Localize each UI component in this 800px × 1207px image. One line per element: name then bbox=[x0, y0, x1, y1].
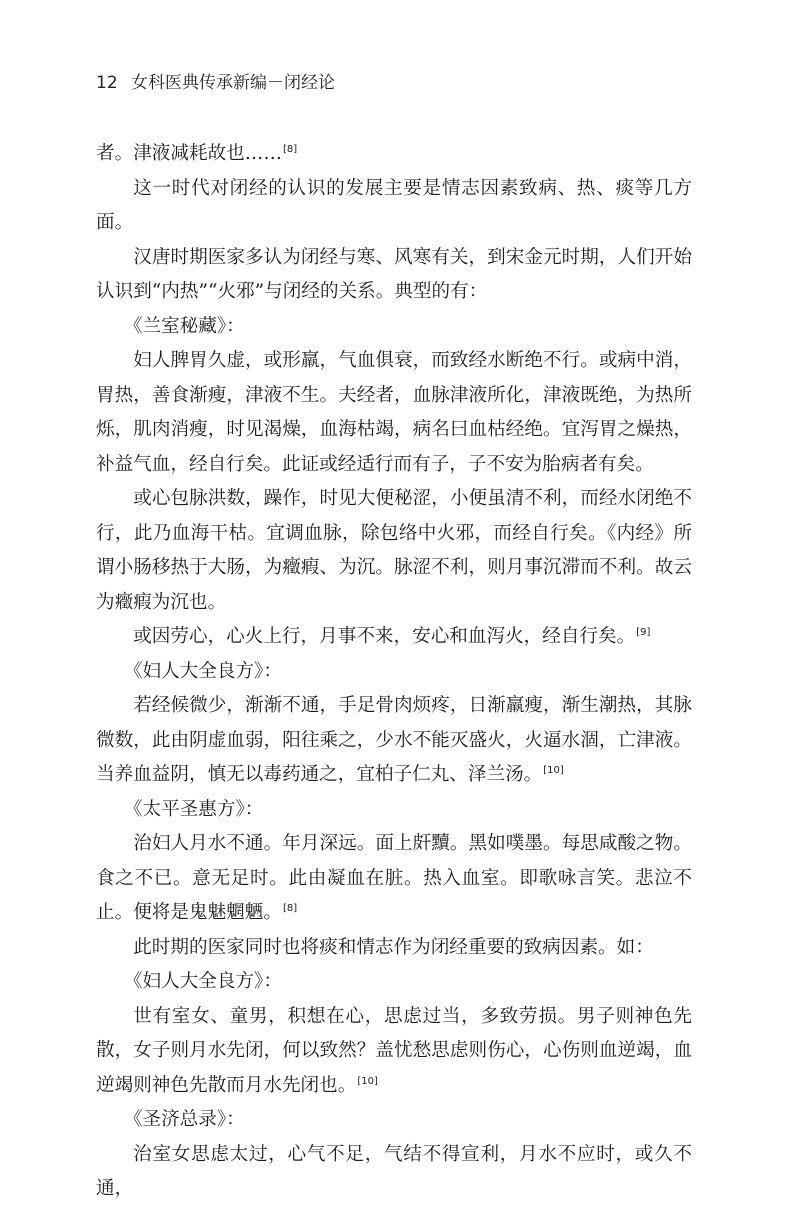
citation-ref: [8] bbox=[282, 903, 298, 914]
paragraph-text: 《圣济总录》： bbox=[123, 1109, 245, 1130]
paragraph-text: 若经候微少，渐渐不通，手足骨肉烦疼，日渐羸瘦，渐生潮热，其脉微数，此由阴虚血弱，阳往乘之，少水不能灭盛火，火逼水涸，亡津液。当养血益阴，慎无以毒药通之，宜柏子仁丸、泽兰汤。 bbox=[96, 695, 692, 785]
paragraph-text: 或因劳心，心火上行，月事不来，安心和血泻火，经自行矣。 bbox=[133, 626, 636, 647]
paragraph bbox=[96, 1138, 692, 1207]
paragraph bbox=[96, 172, 692, 241]
paragraph-text: 或心包脉洪数，躁作，时见大便秘涩，小便虽清不利，而经水闭绝不行，此乃血海干枯。宜调血脉，除包络中火邪，而经自行矣。《内经》所谓小肠移热于大肠，为癥瘕、为沉。脉涩不利，则月事沉滞而不利。故云为癥瘕为沉也。 bbox=[96, 488, 692, 613]
paragraph-text: 《太平圣惠方》： bbox=[123, 798, 264, 820]
paragraph bbox=[96, 931, 692, 966]
paragraph bbox=[96, 482, 692, 620]
running-header bbox=[96, 68, 335, 93]
page-number: 12 bbox=[96, 73, 118, 93]
paragraph bbox=[96, 620, 692, 655]
paragraph-text: 治妇人月水不通。年月深远。面上皯黷。黑如噗墨。每思咸酸之物。食之不已。意无足时。此由凝血在脏。热入血室。即歌咏言笑。悲泣不止。便将是鬼魅魍魉。 bbox=[96, 833, 692, 923]
source-title bbox=[96, 655, 692, 690]
paragraph-text: 此时期的医家同时也将痰和情志作为闭经重要的致病因素。如： bbox=[133, 936, 654, 958]
paragraph-text: 这一时代对闭经的认识的发展主要是情志因素致病、热、痰等几方面。 bbox=[96, 177, 692, 233]
source-title bbox=[96, 1103, 692, 1138]
citation-ref: [9] bbox=[636, 627, 651, 638]
source-title bbox=[96, 965, 692, 1000]
paragraph-text: 世有室女、童男，积想在心，思虑过当，多致劳损。男子则神色先散，女子则月水先闭，何以致然？盖忧愁思虑则伤心，心伤则血逆竭，血逆竭则神色先散而月水先闭也。 bbox=[96, 1005, 692, 1096]
paragraph-text: 治室女思虑太过，心气不足，气结不得宣利，月水不应时，或久不通， bbox=[96, 1143, 692, 1199]
citation-ref: [8] bbox=[282, 144, 298, 155]
source-title bbox=[96, 310, 692, 345]
paragraph-text: 《妇人大全良方》： bbox=[123, 971, 282, 992]
paragraph bbox=[96, 1000, 692, 1104]
paragraph bbox=[96, 827, 692, 931]
paragraph-text: 《兰室秘藏》： bbox=[123, 315, 245, 337]
paragraph-text: 者。津液减耗故也…… bbox=[96, 143, 282, 164]
paragraph-text: 《妇人大全良方》： bbox=[123, 660, 282, 682]
book-title: 女科医典传承新编－闭经论 bbox=[131, 73, 336, 93]
source-title bbox=[96, 793, 692, 828]
paragraph bbox=[96, 689, 692, 793]
paragraph-text: 汉唐时期医家多认为闭经与寒、风寒有关，到宋金元时期，人们开始认识到“内热”“火邪”与闭经的关系。典型的有： bbox=[96, 246, 692, 302]
paragraph bbox=[96, 241, 692, 310]
paragraph bbox=[96, 344, 692, 482]
citation-ref: [10] bbox=[357, 1075, 378, 1087]
paragraph-text: 妇人脾胃久虚，或形羸，气血俱衰，而致经水断绝不行。或病中消，胃热，善食渐瘦，津液不生。夫经者，血脉津液所化，津液既绝，为热所烁，肌肉消瘦，时见渴燥，血海枯竭，病名曰血枯经绝。宜泻胃之燥热，补益气血，经自行矣。此证或经适行而有子，子不安为胎病者有矣。 bbox=[96, 350, 692, 475]
paragraph bbox=[96, 137, 692, 172]
citation-ref: [10] bbox=[543, 765, 564, 776]
body-text bbox=[96, 137, 692, 1207]
